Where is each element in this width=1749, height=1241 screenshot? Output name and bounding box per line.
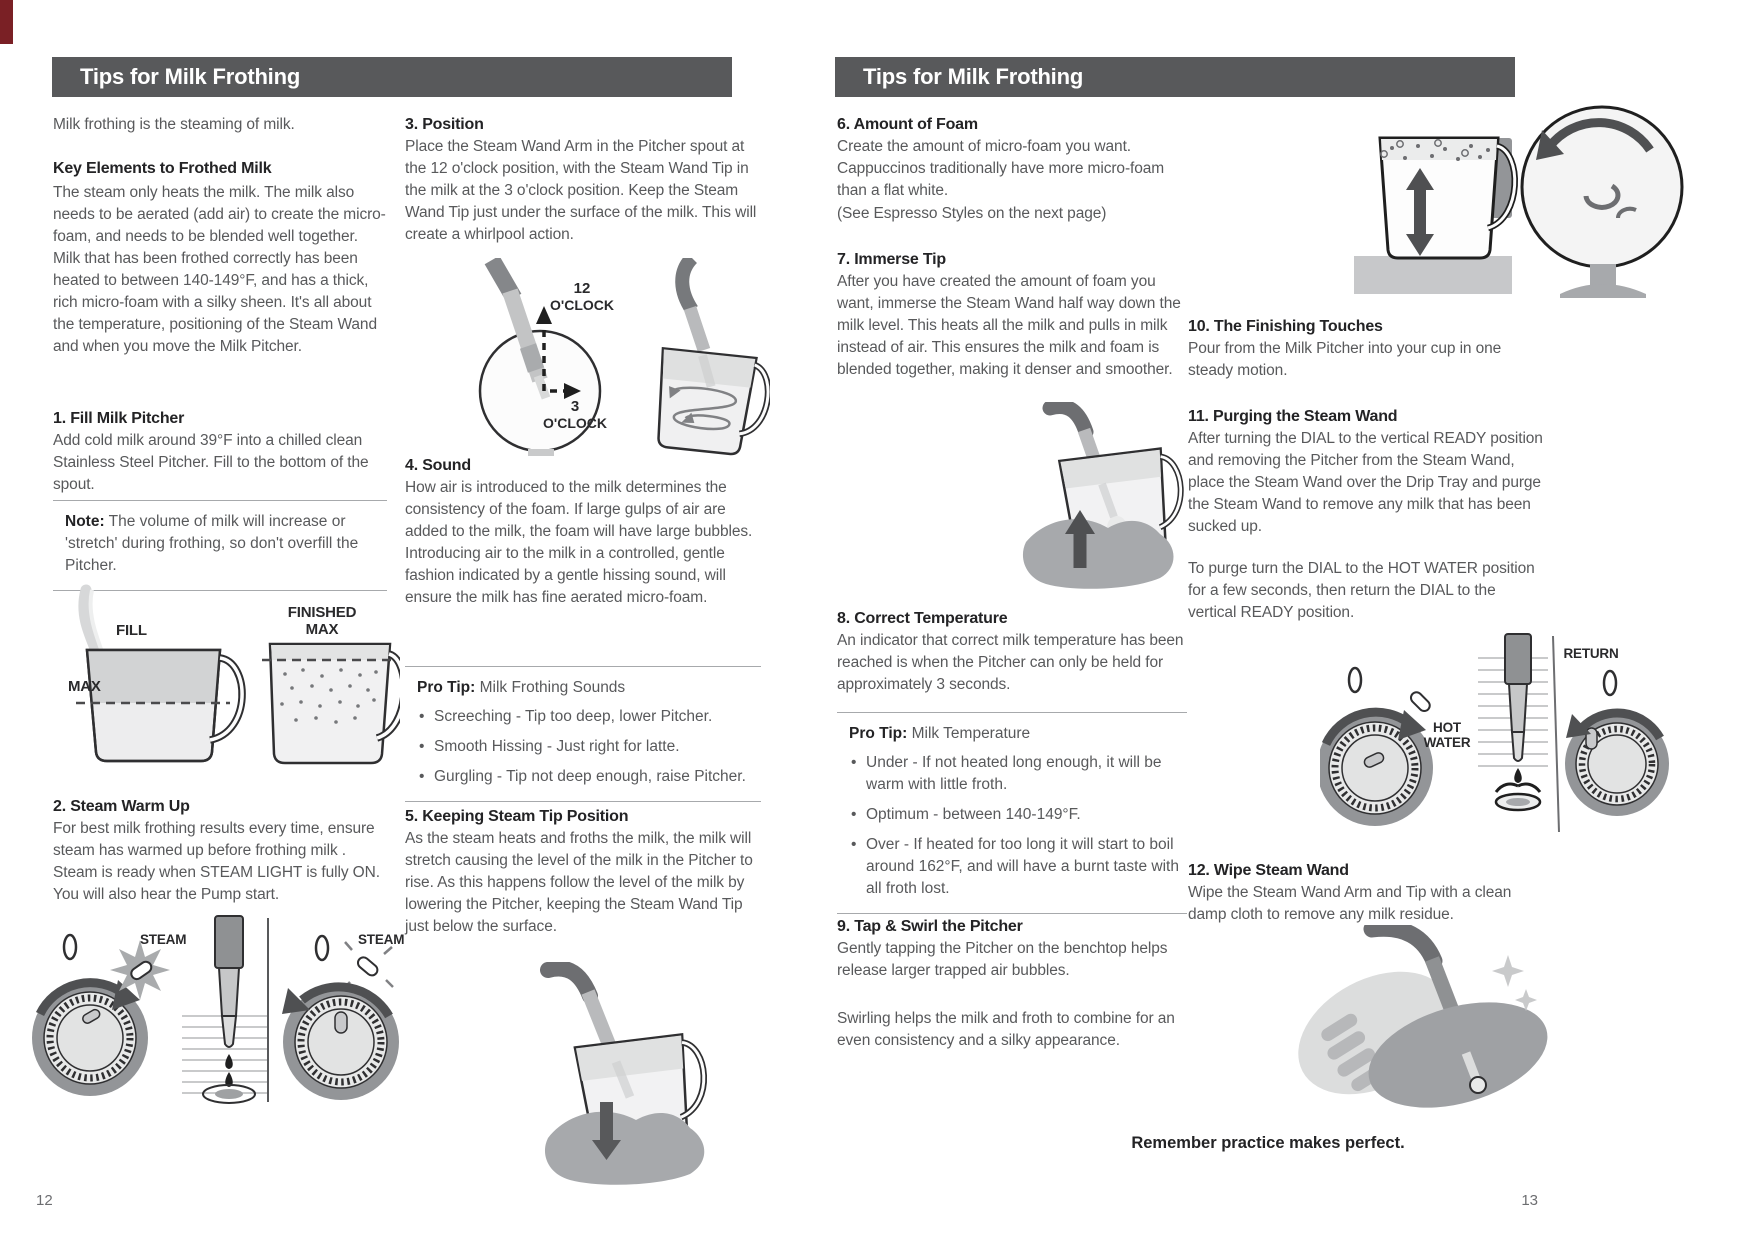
hot-water-label: HOT WATER — [1423, 720, 1471, 750]
step7-body: After you have created the amount of foam you want, immerse the Steam Wand half way down the milk level. This heats all the milk and pulls in milk instead of air. This ensures the milk and foam is blended together, making it denser and smoother. — [837, 273, 1181, 378]
protip-bullet: • Gurgling - Tip not deep enough, raise Pitcher. — [417, 766, 761, 788]
intro-text: Milk frothing is the steaming of milk. — [53, 116, 295, 133]
remember-text: Remember practice makes perfect. — [1131, 1134, 1405, 1152]
tap-swirl-graphic — [1350, 98, 1695, 298]
note-box — [53, 500, 387, 591]
steam-warmup-graphic — [32, 912, 407, 1108]
protip-sounds-box — [405, 666, 761, 802]
step6-body2: (See Espresso Styles on the next page) — [837, 205, 1107, 222]
step11-body: After turning the DIAL to the vertical READY position and removing the Pitcher from the Steam Wand, place the Steam Wand over the Drip Tray and purge the Steam Wand to remove any milk that has been sucked up. — [1188, 430, 1543, 535]
protip-bullet: • Screeching - Tip too deep, lower Pitcher. — [417, 706, 761, 728]
protip-bullet: • Smooth Hissing - Just right for latte. — [417, 736, 761, 758]
protip-bullet: • Under - If not heated long enough, it will be warm with little froth. — [849, 752, 1187, 796]
protip-bullet: • Over - If heated for too long it will start to boil around 162°F, and will have a burnt taste with all froth lost. — [849, 834, 1187, 900]
twelve-oclock-label: 12 O'CLOCK — [550, 280, 614, 313]
finished-max-label: FINISHED MAX — [287, 604, 357, 638]
step4-heading: 4. Sound — [405, 457, 471, 474]
max-label: MAX — [68, 678, 101, 695]
step8-heading: 8. Correct Temperature — [837, 610, 1008, 627]
step3-body: Place the Steam Wand Arm in the Pitcher spout at the 12 o'clock position, with the Steam Wand Tip in the milk at the 3 o'clock position. Keep the Steam Wand Tip just under the surface of the milk. This will create a whirlpool action. — [405, 138, 757, 243]
fill-label: FILL — [116, 622, 147, 639]
steam-label-right: STEAM — [358, 932, 405, 947]
tap-swirl-illustration — [1350, 98, 1695, 298]
protip-label: Pro Tip: — [849, 725, 908, 742]
protip-sounds-title: Pro Tip: Milk Frothing Sounds — [417, 679, 626, 696]
key-elements-heading: Key Elements to Frothed Milk — [53, 160, 272, 177]
immerse-tip-graphic — [1020, 402, 1192, 594]
return-label: RETURN — [1563, 646, 1619, 661]
protip-temp-box — [837, 712, 1187, 914]
key-elements-body: The steam only heats the milk. The milk also needs to be aerated (add air) to create the micro-foam, and needs to be blended well together. Milk that has been frothed correctly has been heated to between 140-149°F, and has a thick, rich micro-foam with a silky sheen. It's all about the temperature, positioning of the Steam Wand and when you move the Milk Pitcher. — [53, 184, 386, 355]
step12-heading: 12. Wipe Steam Wand — [1188, 862, 1349, 879]
wipe-wand-graphic — [1280, 925, 1565, 1120]
step7-heading: 7. Immerse Tip — [837, 251, 946, 268]
corner-accent — [0, 0, 13, 44]
keep-tip-graphic — [540, 962, 725, 1187]
note-label: Note: — [65, 513, 105, 530]
step10-heading: 10. The Finishing Touches — [1188, 318, 1383, 335]
page-number-right: 13 — [1521, 1192, 1538, 1209]
step1-body: Add cold milk around 39°F into a chilled clean Stainless Steel Pitcher. Fill to the bottom of the spout. — [53, 432, 369, 493]
step1-heading: 1. Fill Milk Pitcher — [53, 410, 185, 427]
step12-body: Wipe the Steam Wand Arm and Tip with a clean damp cloth to remove any milk residue. — [1188, 884, 1512, 923]
left-page-header-bar — [52, 57, 732, 97]
step2-body: For best milk frothing results every time, ensure steam has warmed up before frothing milk . Steam is ready when STEAM LIGHT is fully ON. You will also hear the Pump start. — [53, 820, 380, 903]
protip-temp-title: Pro Tip: Milk Temperature — [849, 725, 1031, 742]
step11-heading: 11. Purging the Steam Wand — [1188, 408, 1398, 425]
step8-body: An indicator that correct milk temperature has been reached is when the Pitcher can only be held for approximately 3 seconds. — [837, 632, 1184, 693]
purge-dial-illustration — [1320, 632, 1695, 847]
three-oclock-label: 3 O'CLOCK — [543, 398, 607, 431]
protip-label: Pro Tip: — [417, 679, 476, 696]
right-page-header-bar — [835, 57, 1515, 97]
step5-body: As the steam heats and froths the milk, the milk will stretch causing the level of the milk in the Pitcher to rise. As this happens follow the level of the milk by lowering the Pitcher, keeping the Steam Wand Tip just below the surface. — [405, 830, 753, 935]
protip-bullet: • Optimum - between 140-149°F. — [849, 804, 1187, 826]
step5-heading: 5. Keeping Steam Tip Position — [405, 808, 629, 825]
step9-body: Gently tapping the Pitcher on the benchtop helps release larger trapped air bubbles. — [837, 940, 1168, 979]
step6-heading: 6. Amount of Foam — [837, 116, 978, 133]
wipe-wand-illustration — [1280, 925, 1565, 1120]
step9-body2: Swirling helps the milk and froth to combine for an even consistency and a silky appearance. — [837, 1010, 1175, 1049]
step3-heading: 3. Position — [405, 116, 484, 133]
steam-label-left: STEAM — [140, 932, 187, 947]
clock-position-illustration — [440, 258, 770, 458]
immerse-tip-illustration — [1020, 402, 1192, 594]
fill-pitcher-illustration — [60, 582, 400, 772]
step10-body: Pour from the Milk Pitcher into your cup in one steady motion. — [1188, 340, 1502, 379]
step9-heading: 9. Tap & Swirl the Pitcher — [837, 918, 1023, 935]
page-number-left: 12 — [36, 1192, 53, 1209]
step4-body: How air is introduced to the milk determines the consistency of the foam. If large gulps of air are added to the milk, the foam will have large bubbles. Introducing air to the milk in a controlled, gentle fashion indicated by a gentle hissing sound, will ensure the milk has fine aerated micro-foam. — [405, 479, 753, 606]
keep-tip-illustration — [540, 962, 725, 1187]
left-page-header-title: Tips for Milk Frothing — [80, 64, 301, 89]
step11-body2: To purge turn the DIAL to the HOT WATER position for a few seconds, then return the DIAL to the vertical READY position. — [1188, 560, 1535, 621]
step2-heading: 2. Steam Warm Up — [53, 798, 190, 815]
right-page-header-title: Tips for Milk Frothing — [863, 64, 1084, 89]
steam-warmup-illustration — [32, 912, 407, 1108]
purge-dial-graphic — [1320, 632, 1695, 847]
note-text: Note: The volume of milk will increase or 'stretch' during frothing, so don't overfill the Pitcher. — [65, 513, 359, 574]
step6-body: Create the amount of micro-foam you want. Cappuccinos traditionally have more micro-foam than a flat white. — [837, 138, 1165, 199]
